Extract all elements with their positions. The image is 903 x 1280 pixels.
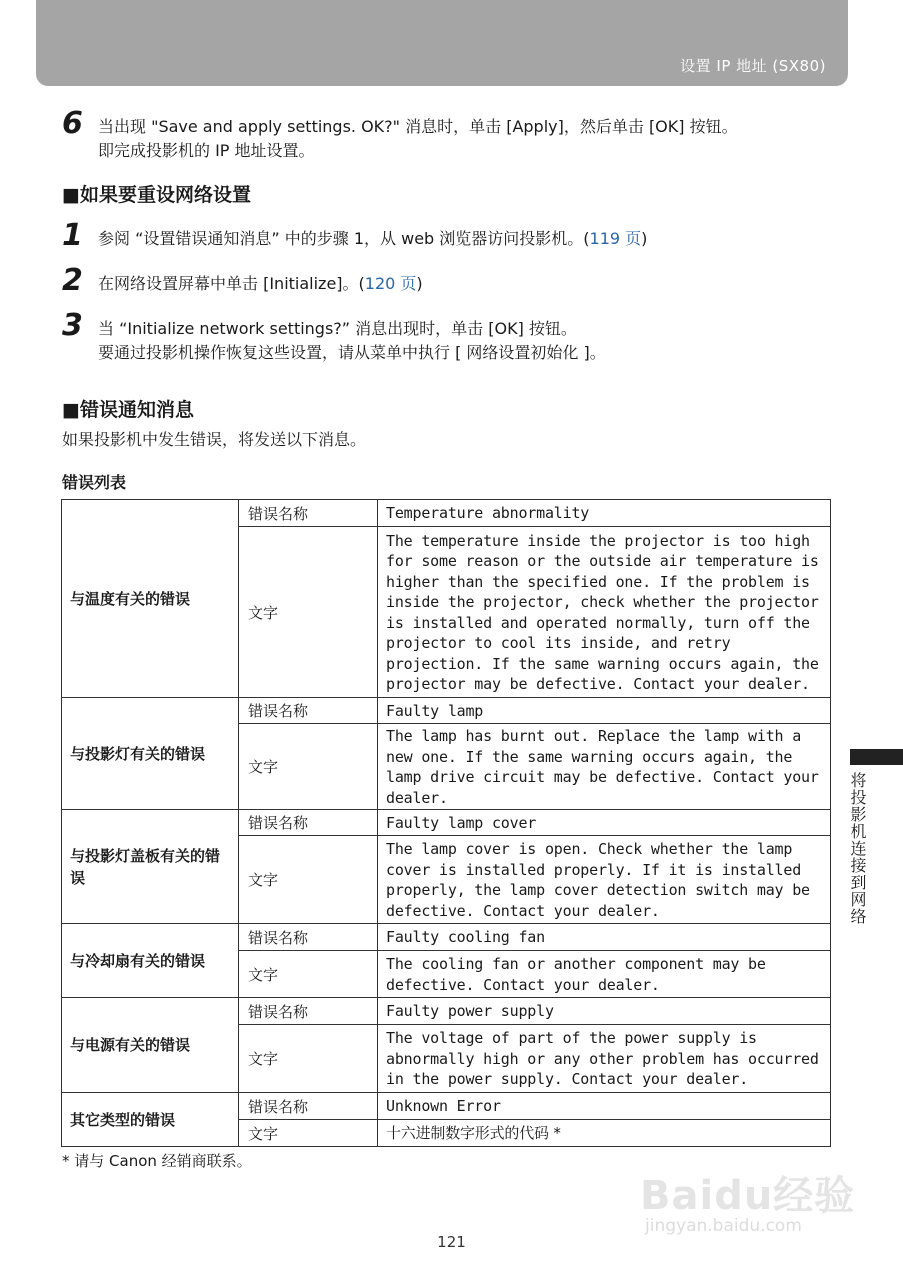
error-text-value: 十六进制数字形式的代码 * [378,1120,831,1147]
side-tab-marker [850,749,903,765]
header-bar [36,0,848,86]
error-name-label: 错误名称 [239,998,378,1025]
error-text-label: 文字 [239,1025,378,1093]
error-text-value: The temperature inside the projector is too high for some reason or the outside air temperature is higher than the specified one. If the problem is inside the projector, check whether the projector is installed and operated normally, turn off the projector to cool its inside, and retry projection. If the same warning occurs again, the projector may be defective. Contact your dealer. [378,527,831,698]
step-number: 2 [62,263,83,298]
error-intro: 如果投影机中发生错误，将发送以下消息。 [62,430,367,449]
side-tab-label: 将投影机连接到网络 [848,772,867,925]
error-name-label: 错误名称 [239,500,378,527]
error-table [61,499,831,1147]
error-text-value: The lamp has burnt out. Replace the lamp with a new one. If the same warning occurs again, the lamp drive circuit may be defective. Contact your dealer. [378,724,831,810]
error-category: 与投影灯有关的错误 [62,698,239,810]
reset-step-3-line-2: 要通过投影机操作恢复这些设置，请从菜单中执行 [ 网络设置初始化 ]。 [98,343,606,362]
section-title-reset: ■如果要重设网络设置 [62,184,251,206]
step-text-after: ) [641,229,648,248]
section-title-errors: ■错误通知消息 [62,399,194,421]
error-name-value: Faulty lamp cover [378,810,831,836]
step-6-line-2: 即完成投影机的 IP 地址设置。 [98,141,315,160]
error-text-value: The lamp cover is open. Check whether the lamp cover is installed properly. If it is installed properly, the lamp cover detection switch may be defective. Contact your dealer. [378,836,831,924]
error-text-label: 文字 [239,527,378,698]
table-row [62,924,831,951]
error-name-label: 错误名称 [239,1093,378,1120]
error-category: 与冷却扇有关的错误 [62,924,239,998]
error-name-value: Faulty cooling fan [378,924,831,951]
table-caption: 错误列表 [62,473,127,492]
reset-step-2-text [98,273,423,295]
watermark [640,1140,890,1240]
error-name-label: 错误名称 [239,924,378,951]
header-title: 设置 IP 地址 (SX80) [680,57,826,75]
error-name-label: 错误名称 [239,810,378,836]
page-number: 121 [437,1233,466,1251]
error-category: 其它类型的错误 [62,1093,239,1147]
watermark-url: jingyan.baidu.com [645,1216,802,1236]
error-text-value: The cooling fan or another component may be defective. Contact your dealer. [378,951,831,998]
error-name-value: Faulty power supply [378,998,831,1025]
reset-step-1-text [98,228,647,250]
error-text-label: 文字 [239,1120,378,1147]
table-row [62,698,831,724]
error-text-value: The voltage of part of the power supply is abnormally high or any other problem has occurred in the power supply. Contact your dealer. [378,1025,831,1093]
error-category: 与电源有关的错误 [62,998,239,1093]
error-category: 与投影灯盖板有关的错误 [62,810,239,924]
error-name-value: Unknown Error [378,1093,831,1120]
error-name-value: Faulty lamp [378,698,831,724]
step-6-line-1: 当出现 "Save and apply settings. OK?" 消息时，单击 [Apply]，然后单击 [OK] 按钮。 [98,117,738,136]
footnote: * 请与 Canon 经销商联系。 [62,1152,252,1170]
step-number: 3 [62,308,83,343]
page-link-119[interactable]: 119 页 [589,229,642,248]
reset-step-3-line-1: 当 “Initialize network settings?” 消息出现时，单击 [OK] 按钮。 [98,319,577,338]
page-link-120[interactable]: 120 页 [364,274,417,293]
error-name-label: 错误名称 [239,698,378,724]
step-text: 参阅 “设置错误通知消息” 中的步骤 1，从 web 浏览器访问投影机。( [98,229,590,248]
table-row [62,810,831,836]
step-text: 在网络设置屏幕中单击 [Initialize]。( [98,274,365,293]
watermark-brand: Baidu经验 [640,1173,856,1219]
step-text-after: ) [416,274,423,293]
error-text-label: 文字 [239,951,378,998]
error-category: 与温度有关的错误 [62,500,239,698]
table-row [62,500,831,527]
table-row [62,998,831,1025]
table-row [62,1093,831,1120]
step-number: 1 [62,218,83,253]
step-number: 6 [62,106,83,141]
error-text-label: 文字 [239,836,378,924]
error-name-value: Temperature abnormality [378,500,831,527]
error-text-label: 文字 [239,724,378,810]
